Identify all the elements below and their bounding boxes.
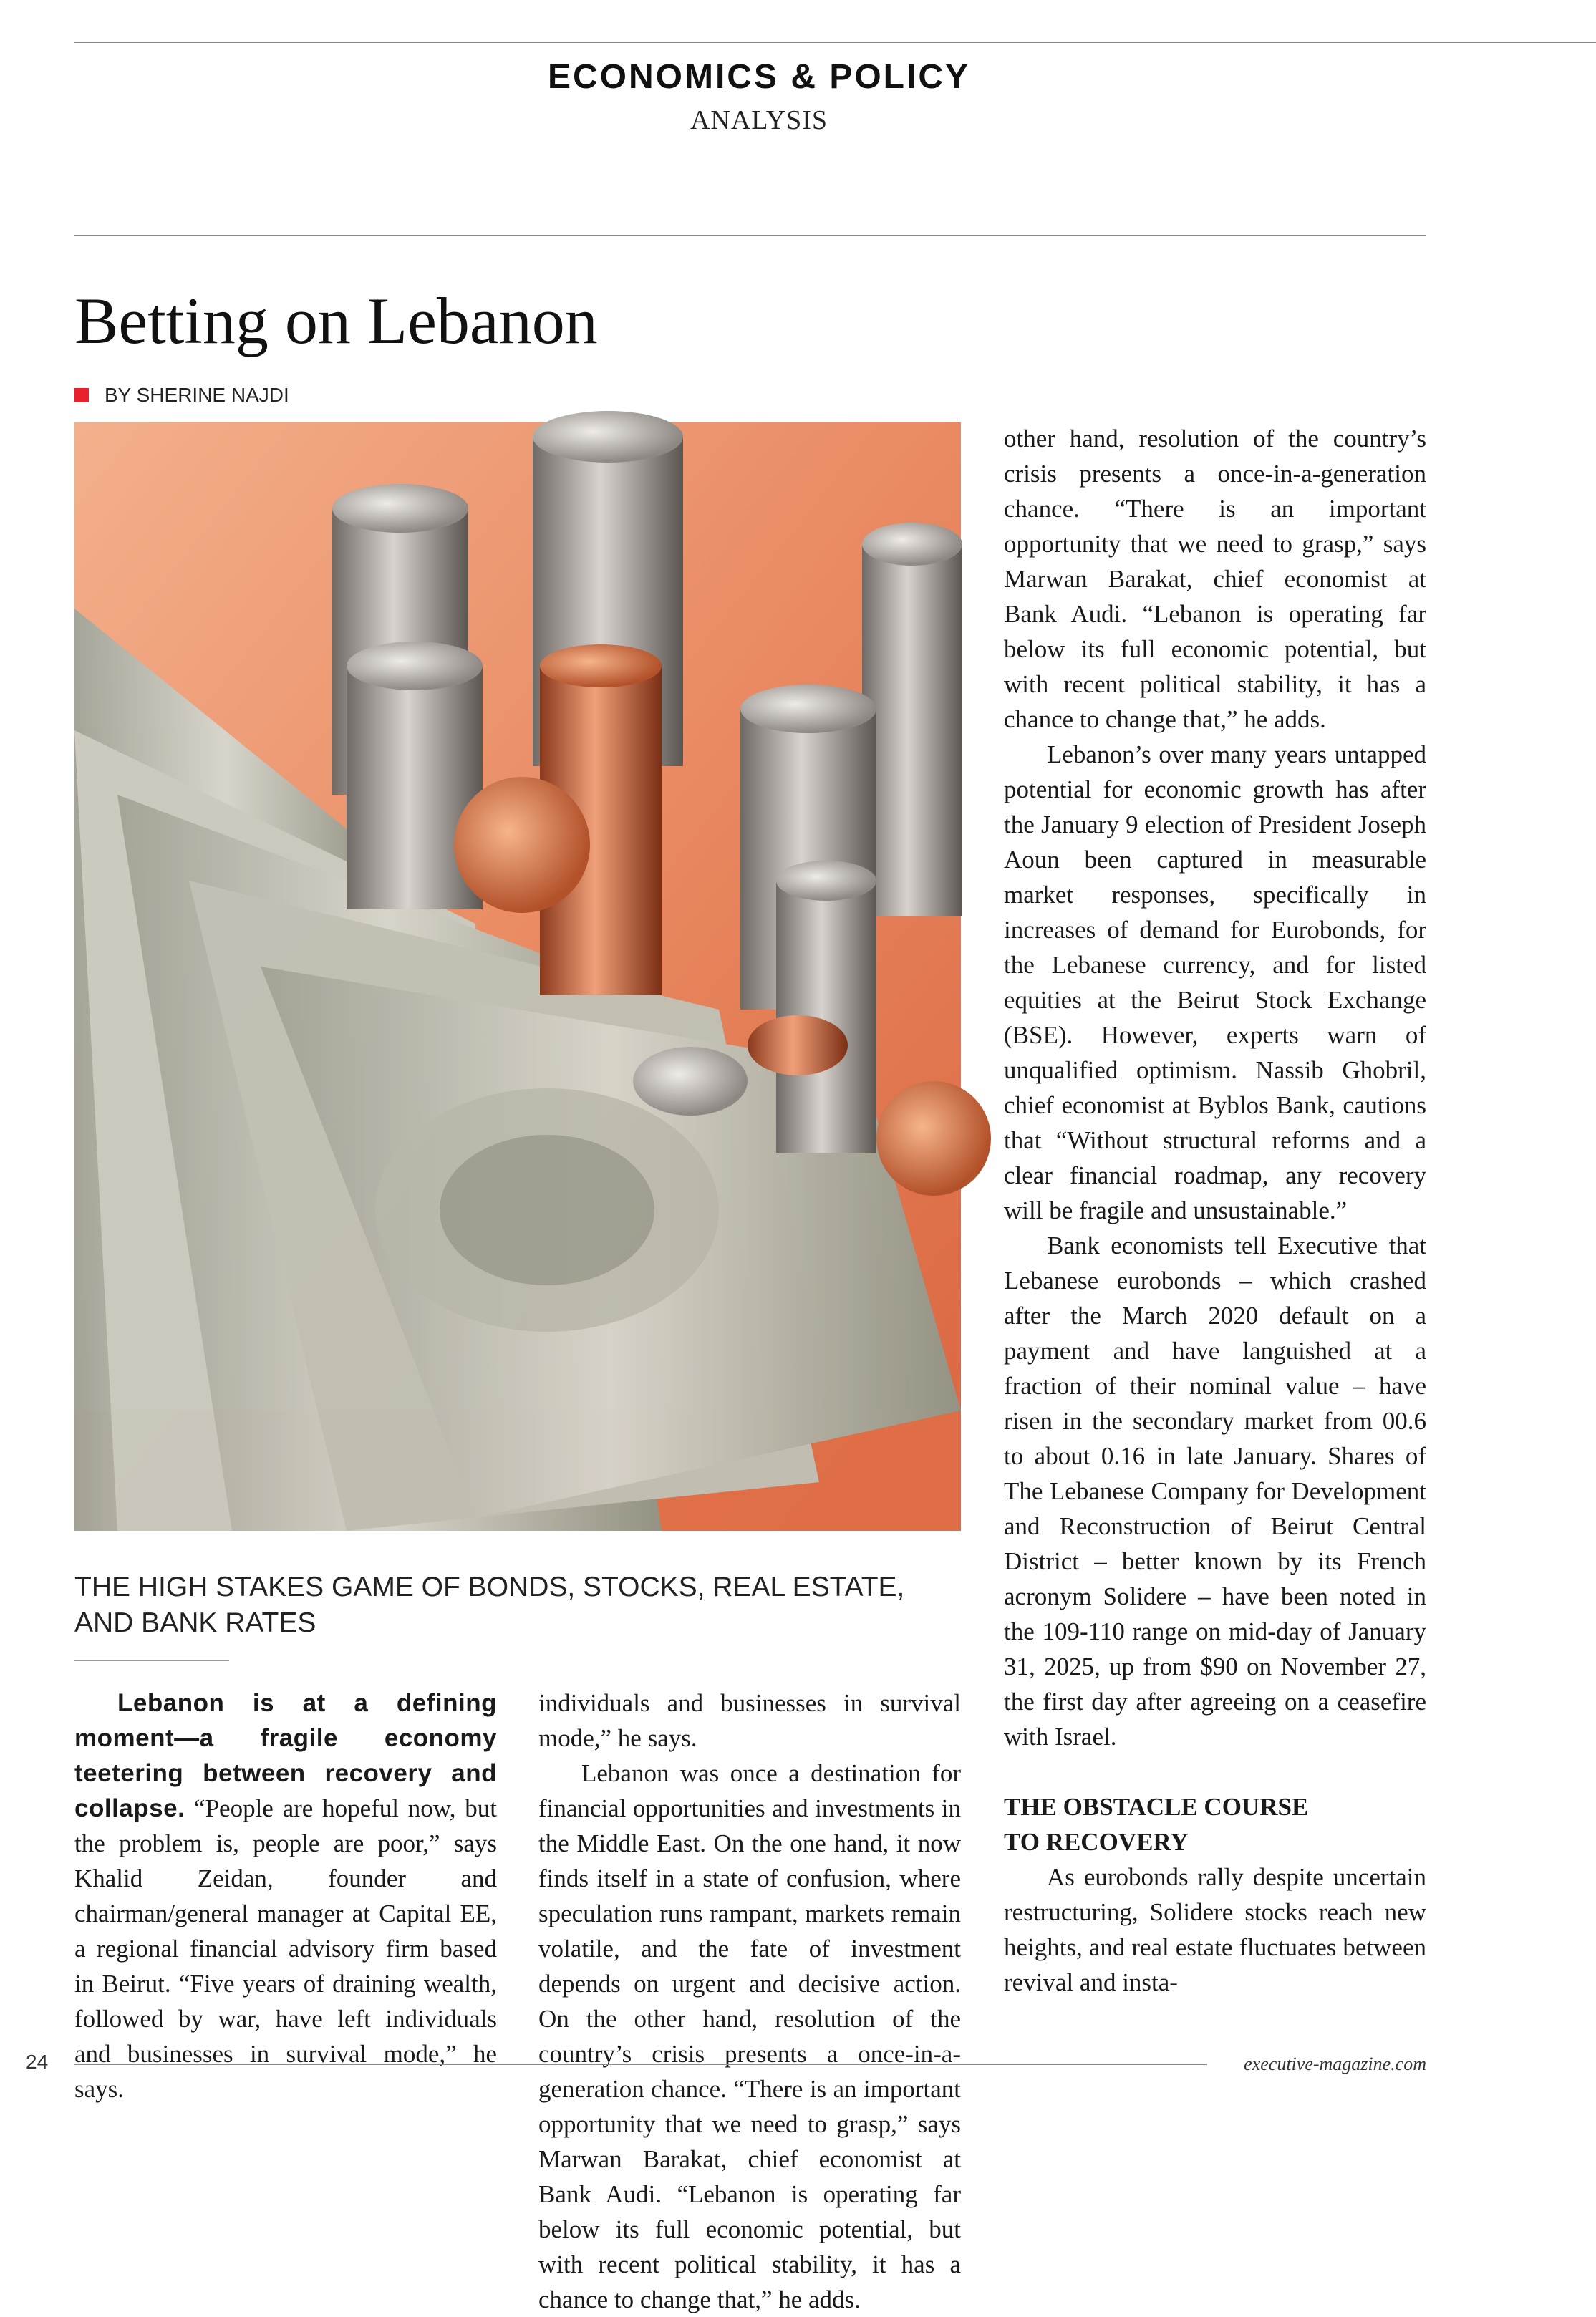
lead-sentence: Lebanon is at a defining moment—a fragile economy teetering between recovery and collapse. bbox=[74, 1689, 497, 1822]
page-number: 24 bbox=[26, 2051, 49, 2073]
body-paragraph-5: As eurobonds rally despite uncertain restructuring, Solidere stocks reach new heights, and real estate fluctuates between revival and insta- bbox=[1004, 1863, 1426, 1996]
footer-site-url[interactable]: executive-magazine.com bbox=[1244, 2054, 1426, 2074]
footer-rule bbox=[74, 2064, 1207, 2065]
section-title: ECONOMICS & POLICY bbox=[547, 58, 971, 96]
body-paragraph-4: Bank economists tell Executive that Lebanese eurobonds – which crashed after the March 2020 default on a payment and have languished at a fraction of their nominal value – have risen in the secondary market from 00.6 to about 0.16 in late January. Shares of The Lebanese Company for Development and Reconstruction of Beirut Central District – better known by its French acronym Solidere – have been noted in the 109-110 range on mid-day of January 31, 2025, up from $90 on November 27, the first day after agreeing on a ceasefire with Israel. bbox=[1004, 1232, 1426, 1751]
body-paragraph-1 bbox=[74, 1685, 497, 2106]
header-rule bbox=[74, 235, 1426, 236]
article-photo bbox=[74, 422, 961, 1531]
paragraph-2-continued: other hand, resolution of the country’s crisis presents a once-in-a-generation chance. “There is an important opportunity that we need to grasp,” says Marwan Barakat, chief economist at Bank Audi. “Lebanon is operating far below its full economic potential, but with recent political stability, it has a chance to change that,” he adds. bbox=[1004, 425, 1426, 733]
top-rule bbox=[74, 42, 1596, 43]
article-deck bbox=[74, 1569, 961, 1641]
body-paragraph-2: Lebanon was once a destination for financial opportunities and investments in the Middle East. On the one hand, it now finds itself in a state of confusion, where speculation runs rampant, markets remain volatile, and the fate of investment depends on urgent and decisive action. On the other hand, resolution of the country’s crisis presents a once-in-a-generation chance. “There is an important opportunity that we need to grasp,” says Marwan Barakat, chief economist at Bank Audi. “Lebanon is operating far below its full economic potential, but with recent political stability, it has a chance to change that,” he adds. bbox=[538, 1759, 961, 2313]
byline-text: BY SHERINE NAJDI bbox=[105, 384, 289, 406]
body-column-2 bbox=[538, 1685, 961, 2313]
deck-line-1: THE HIGH STAKES GAME OF BONDS, STOCKS, REAL ESTATE, bbox=[74, 1572, 905, 1602]
subhead-line-2: TO RECOVERY bbox=[1004, 1828, 1189, 1856]
body-column-3 bbox=[1004, 421, 1426, 2035]
subhead bbox=[1004, 1789, 1426, 1859]
byline bbox=[74, 384, 289, 407]
section-subtitle: ANALYSIS bbox=[690, 105, 828, 135]
deck-rule bbox=[74, 1660, 229, 1661]
body-paragraph-3: Lebanon’s over many years untapped potential for economic growth has after the January 9 election of President Joseph Aoun been captured in measurable market responses, specifically in increases of demand for Eurobonds, for the Lebanese currency, and for listed equities at the Beirut Stock Exchange (BSE). However, experts warn of unqualified optimism. Nassib Ghobril, chief economist at Byblos Bank, cautions that “Without structural reforms and a clear financial roadmap, any recovery will be fragile and unsustainable.” bbox=[1004, 740, 1426, 1224]
byline-marker-icon bbox=[74, 388, 89, 402]
paragraph-1-continued: individuals and businesses in survival mode,” he says. bbox=[538, 1689, 961, 1752]
subhead-line-1: THE OBSTACLE COURSE bbox=[1004, 1793, 1309, 1821]
paragraph-1-text: “People are hopeful now, but the problem is, people are poor,” says Khalid Zeidan, founder and chairman/general manager at Capital EE, a regional financial advisory firm based in Beirut. “Five years of draining wealth, followed by war, have left individuals and businesses in survival mode,” he says. bbox=[74, 1794, 497, 2103]
body-column-1 bbox=[74, 1685, 497, 2103]
deck-line-2: AND BANK RATES bbox=[74, 1607, 316, 1638]
coins-and-banknotes-illustration bbox=[74, 422, 961, 1531]
article-headline: Betting on Lebanon bbox=[74, 284, 598, 357]
